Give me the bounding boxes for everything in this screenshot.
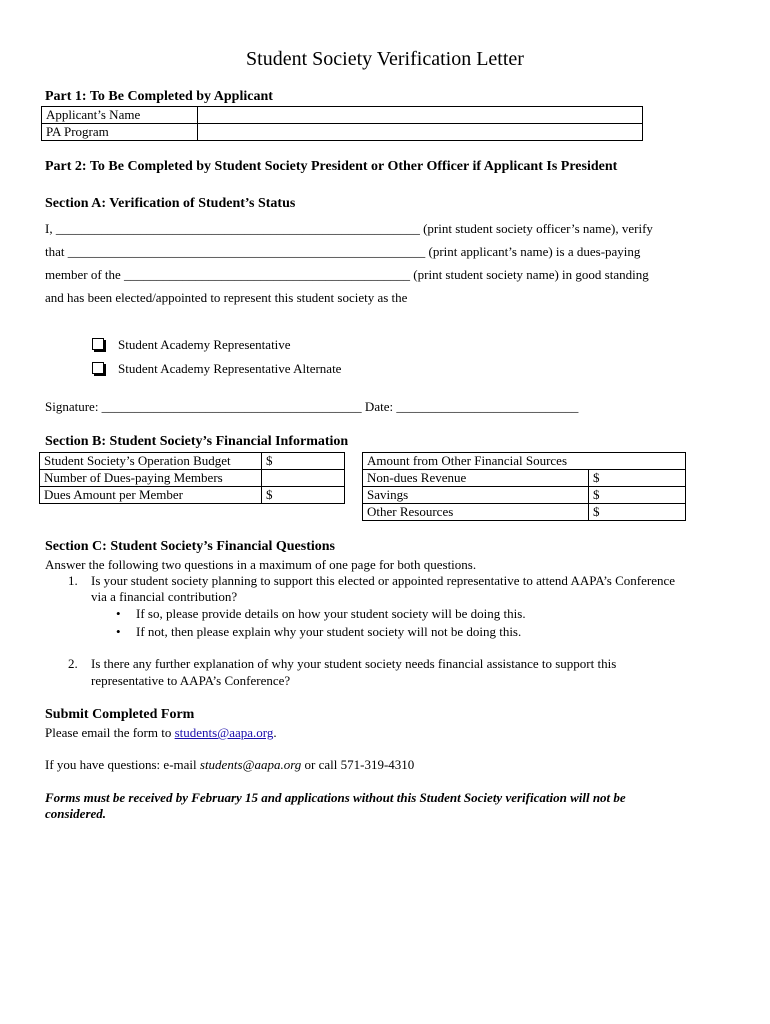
submit-heading: Submit Completed Form — [45, 707, 195, 722]
email-instruction — [45, 725, 277, 741]
dues-value[interactable]: $ — [262, 487, 345, 504]
option-label: Student Academy Representative — [118, 337, 291, 352]
non-dues-value[interactable]: $ — [589, 470, 686, 487]
savings-value[interactable]: $ — [589, 487, 686, 504]
section-a-heading: Section A: Verification of Student’s Status — [45, 196, 296, 211]
part1-heading: Part 1: To Be Completed by Applicant — [45, 89, 273, 104]
members-value[interactable] — [262, 470, 345, 487]
question-2-text-cont: representative to AAPA’s Conference? — [91, 673, 291, 688]
dues-label: Dues Amount per Member — [40, 487, 262, 504]
members-label: Number of Dues-paying Members — [40, 470, 262, 487]
checkbox-icon[interactable] — [92, 338, 104, 350]
deadline-note-cont: considered. — [45, 806, 107, 821]
option-label: Student Academy Representative Alternate — [118, 361, 342, 376]
other-resources-label: Other Resources — [363, 504, 589, 521]
table-row — [40, 487, 345, 504]
budget-value[interactable]: $ — [262, 453, 345, 470]
email-link[interactable]: students@aapa.org — [174, 725, 274, 740]
officer-name-line[interactable]: I, ________________________________________________________ (print student society officer’s name), verify — [45, 221, 653, 236]
applicant-name-line[interactable]: that _______________________________________________________ (print applicant’s name) is a dues-paying — [45, 244, 641, 259]
non-dues-label: Non-dues Revenue — [363, 470, 589, 487]
contact-prefix: If you have questions: e-mail — [45, 757, 200, 772]
question-2-text: Is there any further explanation of why your student society needs financial assistance to support this — [91, 656, 617, 671]
budget-label: Student Society’s Operation Budget — [40, 453, 262, 470]
other-sources-table — [362, 452, 686, 521]
budget-table — [39, 452, 345, 504]
table-row — [363, 504, 686, 521]
table-row — [363, 487, 686, 504]
table-row — [40, 453, 345, 470]
section-b-heading: Section B: Student Society’s Financial Information — [45, 434, 349, 449]
applicant-name-label: Applicant’s Name — [42, 107, 198, 124]
signature-date-line[interactable]: Signature: ________________________________________ Date: ____________________________ — [45, 399, 579, 414]
list-item — [116, 606, 526, 622]
bullet-text: If so, please provide details on how your student society will be doing this. — [136, 606, 526, 621]
page-title: Student Society Verification Letter — [246, 48, 524, 70]
contact-line — [45, 757, 414, 773]
list-item — [116, 624, 521, 640]
table-row — [40, 470, 345, 487]
contact-suffix: or call 571-319-4310 — [301, 757, 415, 772]
table-row — [42, 124, 643, 141]
bullet-text: If not, then please explain why your student society will not be doing this. — [136, 624, 522, 639]
email-prefix: Please email the form to — [45, 725, 175, 740]
savings-label: Savings — [363, 487, 589, 504]
contact-email: students@aapa.org — [199, 757, 302, 772]
applicant-name-field[interactable] — [198, 107, 643, 124]
elected-text: and has been elected/appointed to represent this student society as the — [45, 290, 408, 305]
other-sources-header: Amount from Other Financial Sources — [363, 453, 686, 470]
society-name-line[interactable]: member of the ____________________________________________ (print student society name) in good standing — [45, 267, 649, 282]
applicant-table — [41, 106, 643, 141]
question-2-number: 2. — [68, 656, 78, 671]
question-1-number: 1. — [68, 573, 78, 588]
table-row — [42, 107, 643, 124]
bullet-icon: • — [116, 624, 121, 639]
option-representative[interactable] — [92, 337, 291, 353]
email-suffix: . — [273, 725, 277, 740]
deadline-note: Forms must be received by February 15 and applications without this Student Society verification will not be — [45, 790, 626, 805]
table-row — [363, 470, 686, 487]
bullet-icon: • — [116, 606, 121, 621]
other-resources-value[interactable]: $ — [589, 504, 686, 521]
pa-program-field[interactable] — [198, 124, 643, 141]
question-1-text: Is your student society planning to support this elected or appointed representative to attend AAPA’s Conference — [91, 573, 676, 588]
question-1-text-cont: via a financial contribution? — [91, 589, 238, 604]
option-alternate[interactable] — [92, 361, 341, 377]
table-row — [363, 453, 686, 470]
section-c-heading: Section C: Student Society’s Financial Questions — [45, 539, 335, 554]
pa-program-label: PA Program — [42, 124, 198, 141]
checkbox-icon[interactable] — [92, 362, 104, 374]
part2-heading: Part 2: To Be Completed by Student Society President or Other Officer if Applicant Is President — [45, 159, 618, 174]
section-c-intro: Answer the following two questions in a maximum of one page for both questions. — [45, 557, 477, 572]
